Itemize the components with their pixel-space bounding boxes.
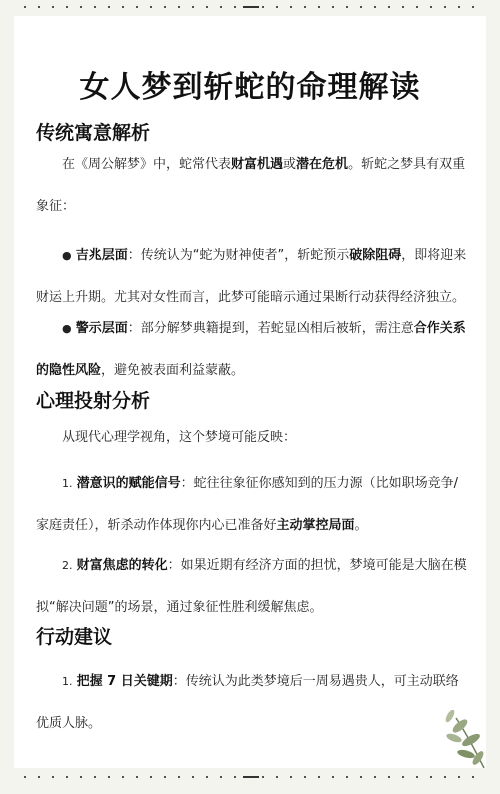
- bullet-warning: ● 警示层面：部分解梦典籍提到，若蛇显凶相后被斩，需注意合作关系的隐性风险，避免被表面利益蒙蔽。: [36, 321, 466, 378]
- bullet-marker: ●: [62, 322, 72, 335]
- bullet-auspicious: ● 吉兆层面：传统认为“蛇为财神使者”，斩蛇预示破除阻碍，即将迎来财运上升期。尤其对女性而言，此梦可能暗示通过果断行动获得经济独立。: [36, 248, 467, 305]
- list-item-wealth-anxiety: 2. 财富焦虑的转化：如果近期有经济方面的担忧，梦境可能是大脑在模拟“解决问题”的场景，通过象征性胜利缓解焦虑。: [36, 558, 467, 615]
- top-dash-ornament: [243, 6, 259, 8]
- section-heading-advice: 行动建议: [36, 626, 113, 648]
- bullet-marker: ●: [62, 249, 72, 262]
- section2-intro: 从现代心理学视角，这个梦境可能反映：: [62, 430, 297, 445]
- page-title: 女人梦到斩蛇的命理解读: [79, 70, 421, 105]
- list-item-seven-days: 1. 把握 7 日关键期：传统认为此类梦境后一周易遇贵人，可主动联络优质人脉。: [36, 674, 459, 731]
- document-page: [14, 16, 486, 768]
- bottom-dash-ornament: [243, 776, 259, 778]
- list-item-subconscious: 1. 潜意识的赋能信号：蛇往往象征你感知到的压力源（比如职场竞争/家庭责任），斩杀动作体现你内心已准备好主动掌控局面。: [36, 476, 459, 533]
- section1-intro: 在《周公解梦》中，蛇常代表财富机遇或潜在危机。斩蛇之梦具有双重象征：: [36, 157, 466, 214]
- section-heading-tradition: 传统寓意解析: [36, 122, 151, 144]
- leaf-decoration-icon: [416, 678, 486, 768]
- section-heading-psychology: 心理投射分析: [36, 390, 151, 412]
